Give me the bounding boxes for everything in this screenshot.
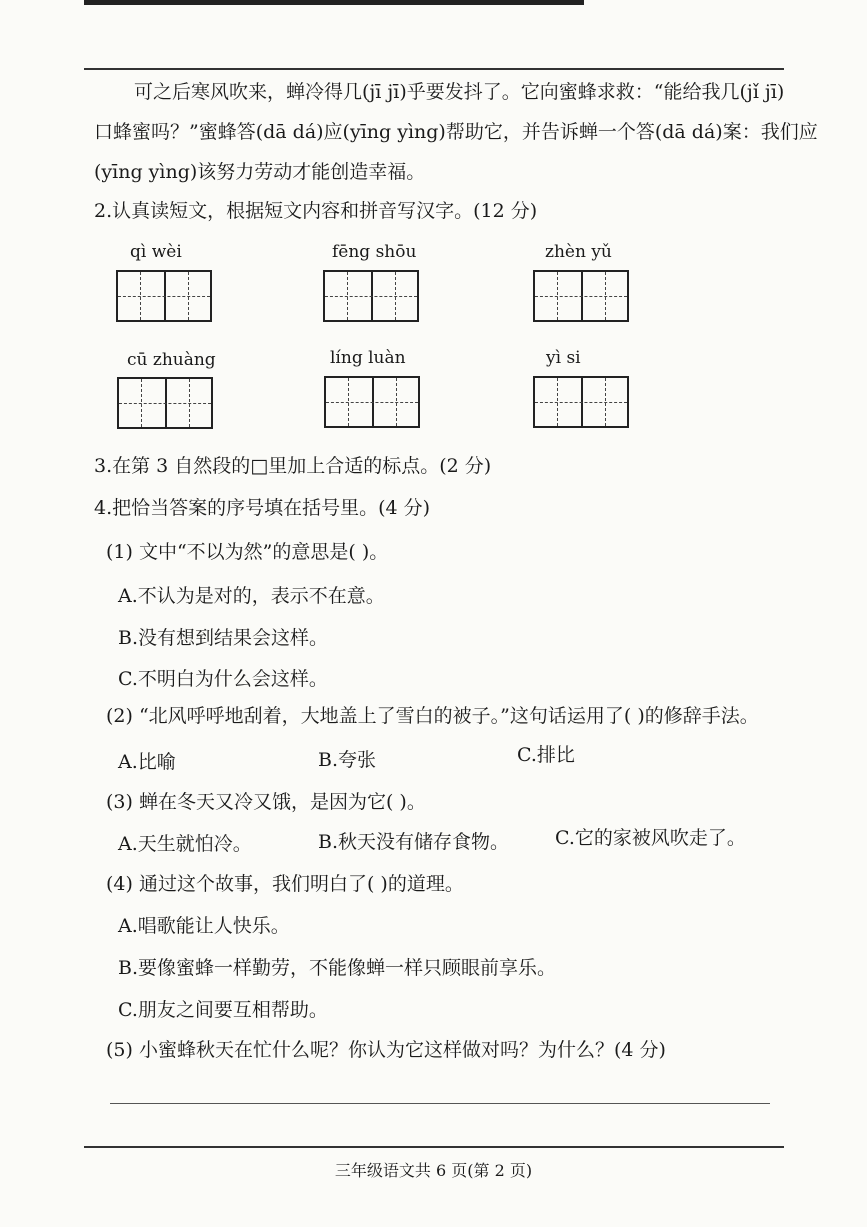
q4-1-option-c: C.不明白为什么会这样。 bbox=[118, 668, 328, 690]
q4-title: 4.把恰当答案的序号填在括号里。(4 分) bbox=[94, 497, 431, 519]
q4-2-question: (2) “北风呼呼地刮着，大地盖上了雪白的被子。”这句话运用了( )的修辞手法。 bbox=[106, 705, 759, 727]
pinyin-label: fēng shōu bbox=[332, 242, 417, 262]
q4-2-option-b: B.夸张 bbox=[318, 749, 377, 771]
top-scan-border bbox=[84, 0, 584, 5]
q4-3-option-b: B.秋天没有储存食物。 bbox=[318, 831, 510, 853]
q4-5-question: (5) 小蜜蜂秋天在忙什么呢？你认为它这样做对吗？为什么？(4 分) bbox=[106, 1039, 666, 1061]
q3-title: 3.在第 3 自然段的□里加上合适的标点。(2 分) bbox=[94, 455, 492, 477]
passage-line-1: 可之后寒风吹来，蝉冷得几(jī jī)乎要发抖了。它向蜜蜂求救：“能给我几(jǐ jī) bbox=[134, 81, 785, 103]
q4-1-option-b: B.没有想到结果会这样。 bbox=[118, 627, 329, 649]
pinyin-label: líng luàn bbox=[330, 348, 406, 368]
page-footer: 三年级语文共 6 页(第 2 页) bbox=[334, 1161, 533, 1180]
q4-1-option-a: A.不认为是对的，表示不在意。 bbox=[118, 585, 385, 607]
q4-4-option-a: A.唱歌能让人快乐。 bbox=[118, 915, 290, 937]
q4-3-question: (3) 蝉在冬天又冷又饿，是因为它( )。 bbox=[106, 791, 426, 813]
writing-grid[interactable] bbox=[533, 270, 629, 322]
q4-4-option-c: C.朋友之间要互相帮助。 bbox=[118, 999, 328, 1021]
q4-4-question: (4) 通过这个故事，我们明白了( )的道理。 bbox=[106, 873, 464, 895]
pinyin-label: qì wèi bbox=[130, 242, 182, 262]
q4-2-option-a: A.比喻 bbox=[118, 751, 176, 773]
answer-line[interactable] bbox=[110, 1103, 770, 1104]
passage-line-2: 口蜂蜜吗？”蜜蜂答(dā dá)应(yīng yìng)帮助它，并告诉蝉一个答(dā dá)案：我们应 bbox=[94, 121, 818, 143]
writing-grid[interactable] bbox=[116, 270, 212, 322]
q4-4-option-b: B.要像蜜蜂一样勤劳，不能像蝉一样只顾眼前享乐。 bbox=[118, 957, 557, 979]
q4-3-option-c: C.它的家被风吹走了。 bbox=[555, 827, 746, 849]
writing-grid[interactable] bbox=[323, 270, 419, 322]
passage-line-3: (yīng yìng)该努力劳动才能创造幸福。 bbox=[94, 161, 426, 183]
pinyin-label: yì si bbox=[546, 348, 581, 368]
q4-3-option-a: A.天生就怕冷。 bbox=[118, 833, 252, 855]
q4-1-question: (1) 文中“不以为然”的意思是( )。 bbox=[106, 541, 389, 563]
pinyin-label: zhèn yǔ bbox=[545, 242, 612, 262]
bottom-rule bbox=[84, 1146, 784, 1148]
writing-grid[interactable] bbox=[324, 376, 420, 428]
writing-grid[interactable] bbox=[533, 376, 629, 428]
writing-grid[interactable] bbox=[117, 377, 213, 429]
q2-title: 2.认真读短文，根据短文内容和拼音写汉字。(12 分) bbox=[94, 200, 538, 222]
pinyin-label: cū zhuàng bbox=[127, 350, 216, 370]
top-rule bbox=[84, 68, 784, 70]
q4-2-option-c: C.排比 bbox=[517, 744, 575, 766]
